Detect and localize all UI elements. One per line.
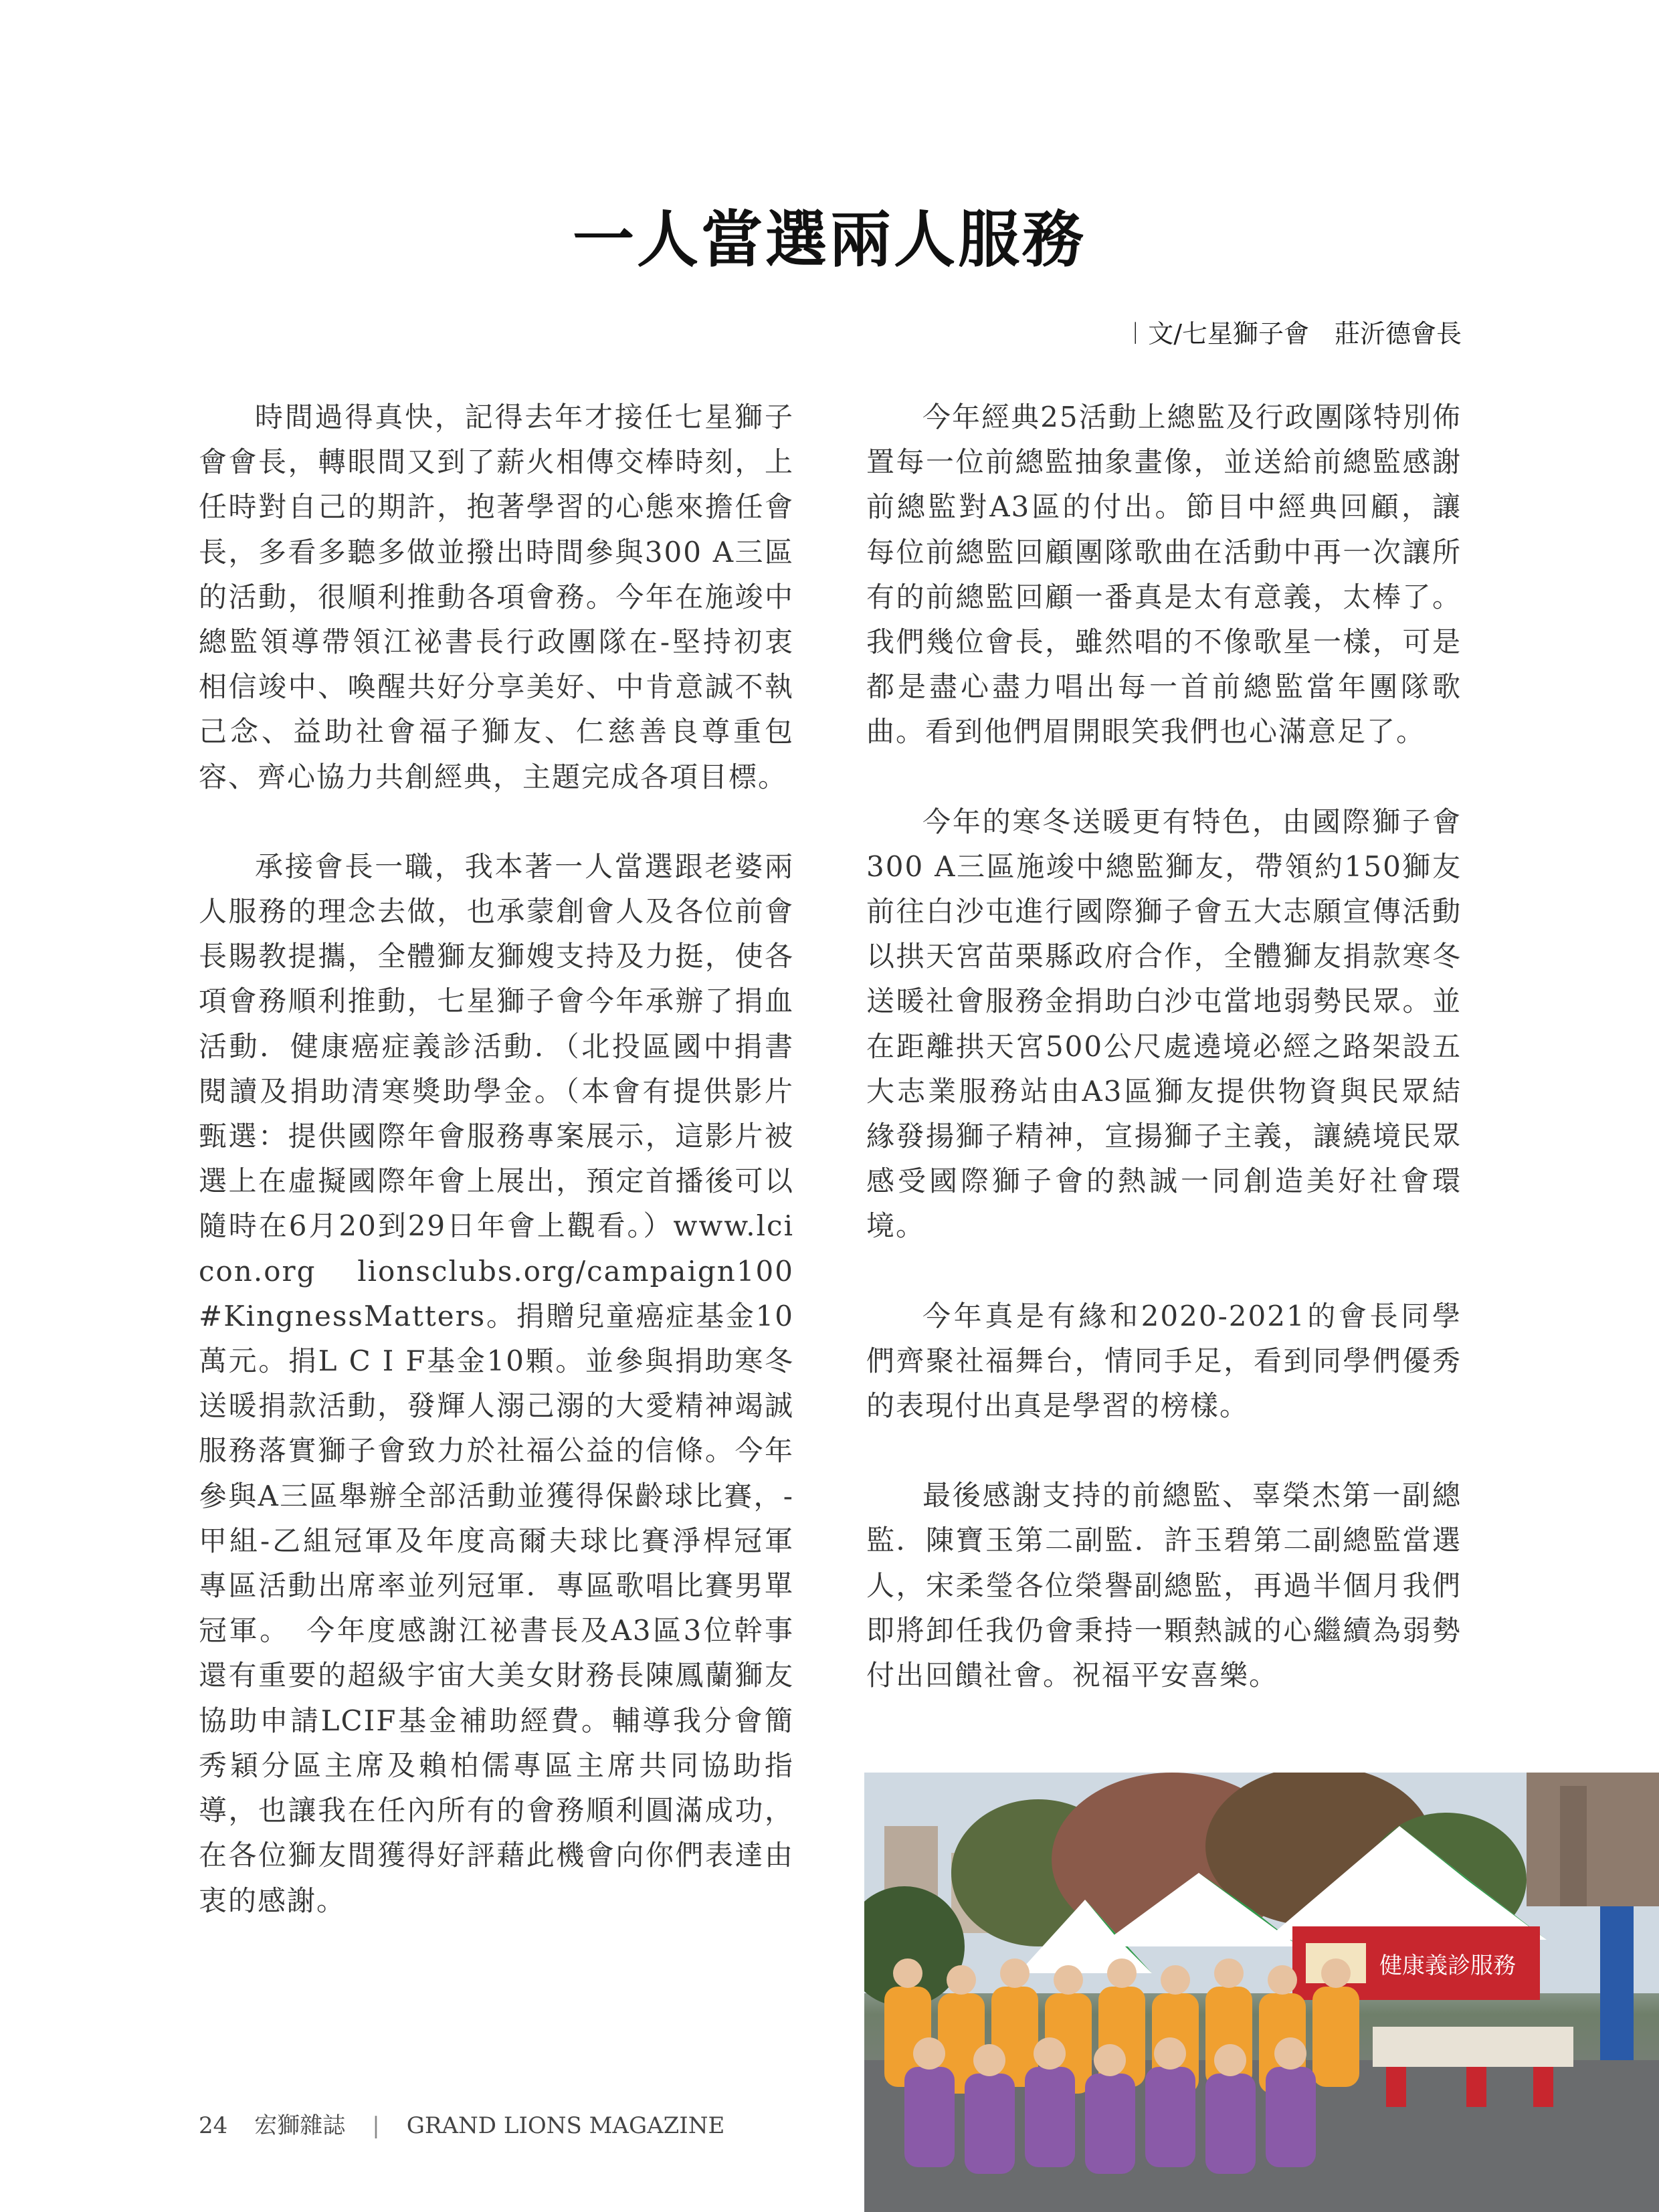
magazine-name-cn: 宏獅雜誌 bbox=[254, 2112, 346, 2139]
paragraph: 今年真是有緣和2020-2021的會長同學們齊聚社福舞台，情同手足，看到同學們優秀的表現付出真是學習的榜樣。 bbox=[866, 1299, 1462, 1423]
group-photo bbox=[864, 1773, 1659, 2212]
page-number: 24 bbox=[199, 2112, 228, 2139]
paragraph: 時間過得真快，記得去年才接任七星獅子會會長，轉眼間又到了薪火相傳交棒時刻，上任時對自己的期許，抱著學習的心態來擔任會長，多看多聽多做並撥出時間參與300 A三區的活動，很順利推動各項會務。今年在施竣中總監領導帶領江祕書長行政團隊在-堅持初衷相信竣中、喚醒共好分享美好、中肯意誠不執己念、益助社會福子獅友、仁慈善良尊重包容、齊心協力共創經典，主題完成各項目標。 bbox=[199, 401, 794, 793]
right-text-column bbox=[866, 395, 1462, 1742]
banner-text: 健康義診服務 bbox=[1379, 1952, 1516, 1979]
paragraph: 承接會長一職，我本著一人當選跟老婆兩人服務的理念去做，也承蒙創會人及各位前會長賜教提攜，全體獅友獅嫂支持及力挺，使各項會務順利推動，七星獅子會今年承辦了捐血活動．健康癌症義診活動．（北投區國中捐書閱讀及捐助清寒獎助學金。（本會有提供影片甄選：提供國際年會服務專案展示，這影片被選上在虛擬國際年會上展出，預定首播後可以隨時在6月20到29日年會上觀看。）www.lcicon.org lionsclubs.org/campaign100 #KingnessMatters。捐贈兒童癌症基金10萬元。捐L C I F基金10顆。並參與捐助寒冬送暖捐款活動，發輝人溺己溺的大愛精神竭誠服務落實獅子會致力於社福公益的信條。今年參與A三區舉辦全部活動並獲得保齡球比賽，-甲組-乙組冠軍及年度高爾夫球比賽淨桿冠軍專區活動出席率並列冠軍．專區歌唱比賽男單冠軍。 今年度感謝江祕書長及A3區3位幹事還有重要的超級宇宙大美女財務長陳鳳蘭獅友協助申請LCIF基金補助經費。輔導我分會簡秀穎分區主席及賴柏儒專區主席共同協助指導，也讓我在任內所有的會務順利圓滿成功，在各位獅友間獲得好評藉此機會向你們表達由衷的感謝。 bbox=[199, 849, 794, 1917]
paragraph: 最後感謝支持的前總監、辜榮杰第一副總監．陳寶玉第二副監．許玉碧第二副總監當選人，宋柔瑩各位榮譽副總監，再過半個月我們即將卸任我仍會秉持一顆熱誠的心繼續為弱勢付出回饋社會。祝福平安喜樂。 bbox=[866, 1479, 1462, 1692]
footer-separator: | bbox=[372, 2112, 380, 2139]
paragraph: 今年的寒冬送暖更有特色，由國際獅子會300 A三區施竣中總監獅友，帶領約150獅友前往白沙屯進行國際獅子會五大志願宣傳活動以拱天宮苗栗縣政府合作，全體獅友捐款寒冬送暖社會服務金捐助白沙屯當地弱勢民眾。並在距離拱天宮500公尺處遶境必經之路架設五大志業服務站由A3區獅友提供物資與民眾結緣發揚獅子精神，宣揚獅子主義，讓繞境民眾感受國際獅子會的熱誠一同創造美好社會環境。 bbox=[866, 805, 1462, 1243]
page-footer bbox=[199, 2107, 724, 2140]
article-byline: ︱文/七星獅子會 莊沂德會長 bbox=[1123, 319, 1462, 348]
left-text-column bbox=[199, 395, 794, 1968]
paragraph: 今年經典25活動上總監及行政團隊特別佈置每一位前總監抽象畫像，並送給前總監感謝前總監對A3區的付出。節目中經典回顧，讓每位前總監回顧團隊歌曲在活動中再一次讓所有的前總監回顧一番真是太有意義，太棒了。我們幾位會長，雖然唱的不像歌星一樣，可是都是盡心盡力唱出每一首前總監當年團隊歌曲。看到他們眉開眼笑我們也心滿意足了。 bbox=[866, 401, 1462, 748]
article-title: 一人當選兩人服務 bbox=[572, 204, 1086, 276]
magazine-name-en: GRAND LIONS MAGAZINE bbox=[406, 2112, 725, 2139]
